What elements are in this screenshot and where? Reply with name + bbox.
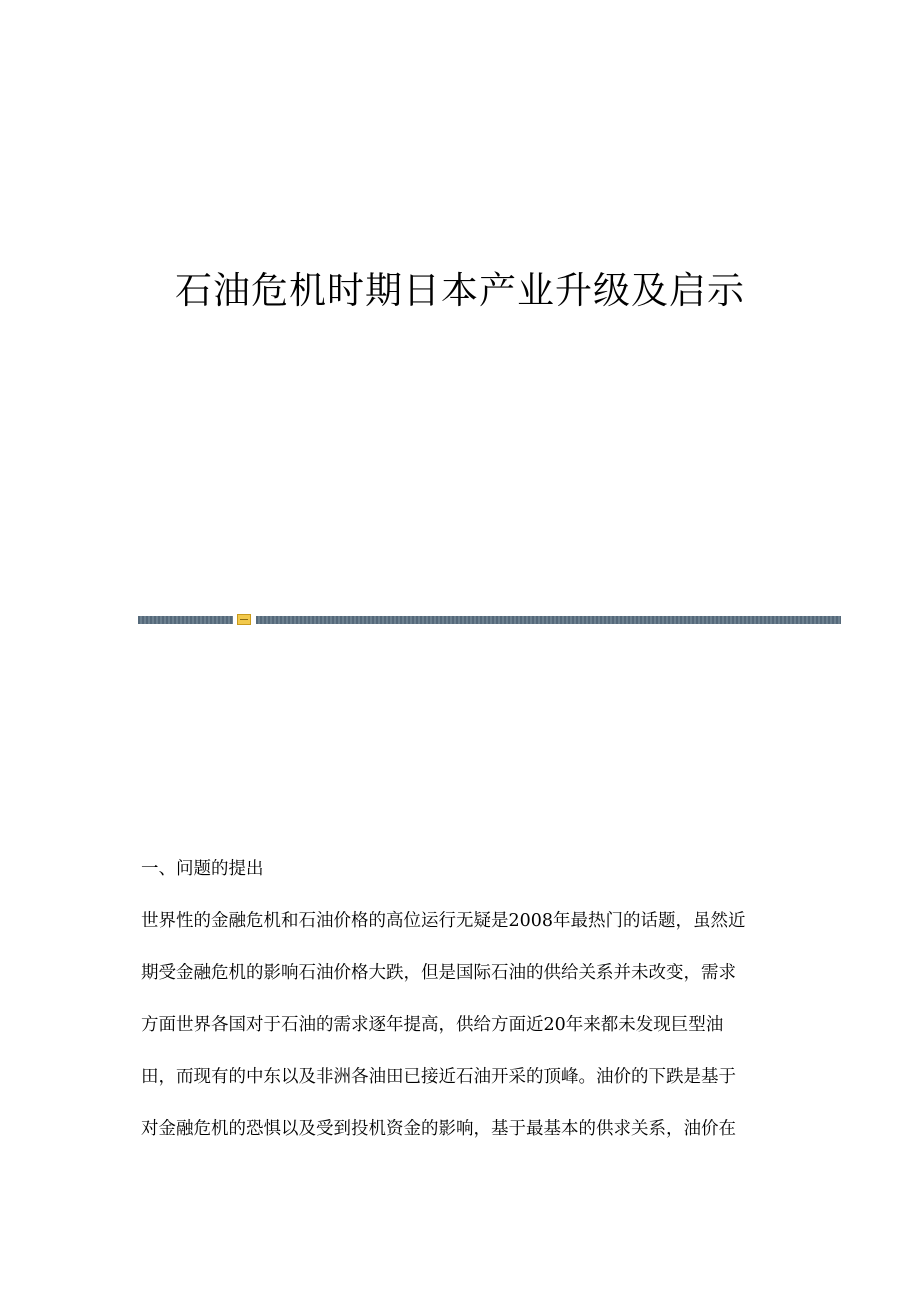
divider-bar-right — [256, 616, 841, 624]
section-heading: 一、问题的提出 — [141, 859, 264, 879]
title-divider — [138, 613, 841, 625]
paragraph-line: 田，而现有的中东以及非洲各油田已接近石油开采的顶峰。油价的下跌是基于 — [141, 1067, 736, 1087]
paragraph-line: 方面世界各国对于石油的需求逐年提高，供给方面近20年来都未发现巨型油 — [141, 1015, 724, 1035]
paragraph-line: 对金融危机的恐惧以及受到投机资金的影响，基于最基本的供求关系，油价在 — [141, 1119, 736, 1139]
body-paragraph — [141, 908, 781, 1142]
paragraph-line: 世界性的金融危机和石油价格的高位运行无疑是2008年最热门的话题，虽然近 — [141, 911, 746, 931]
document-title: 石油危机时期日本产业升级及启示 — [175, 269, 745, 312]
divider-bar-left — [138, 616, 233, 624]
divider-ornament-icon — [237, 614, 251, 625]
document-body — [141, 856, 781, 1168]
paragraph-line: 期受金融危机的影响石油价格大跌，但是国际石油的供给关系并未改变，需求 — [141, 963, 736, 983]
